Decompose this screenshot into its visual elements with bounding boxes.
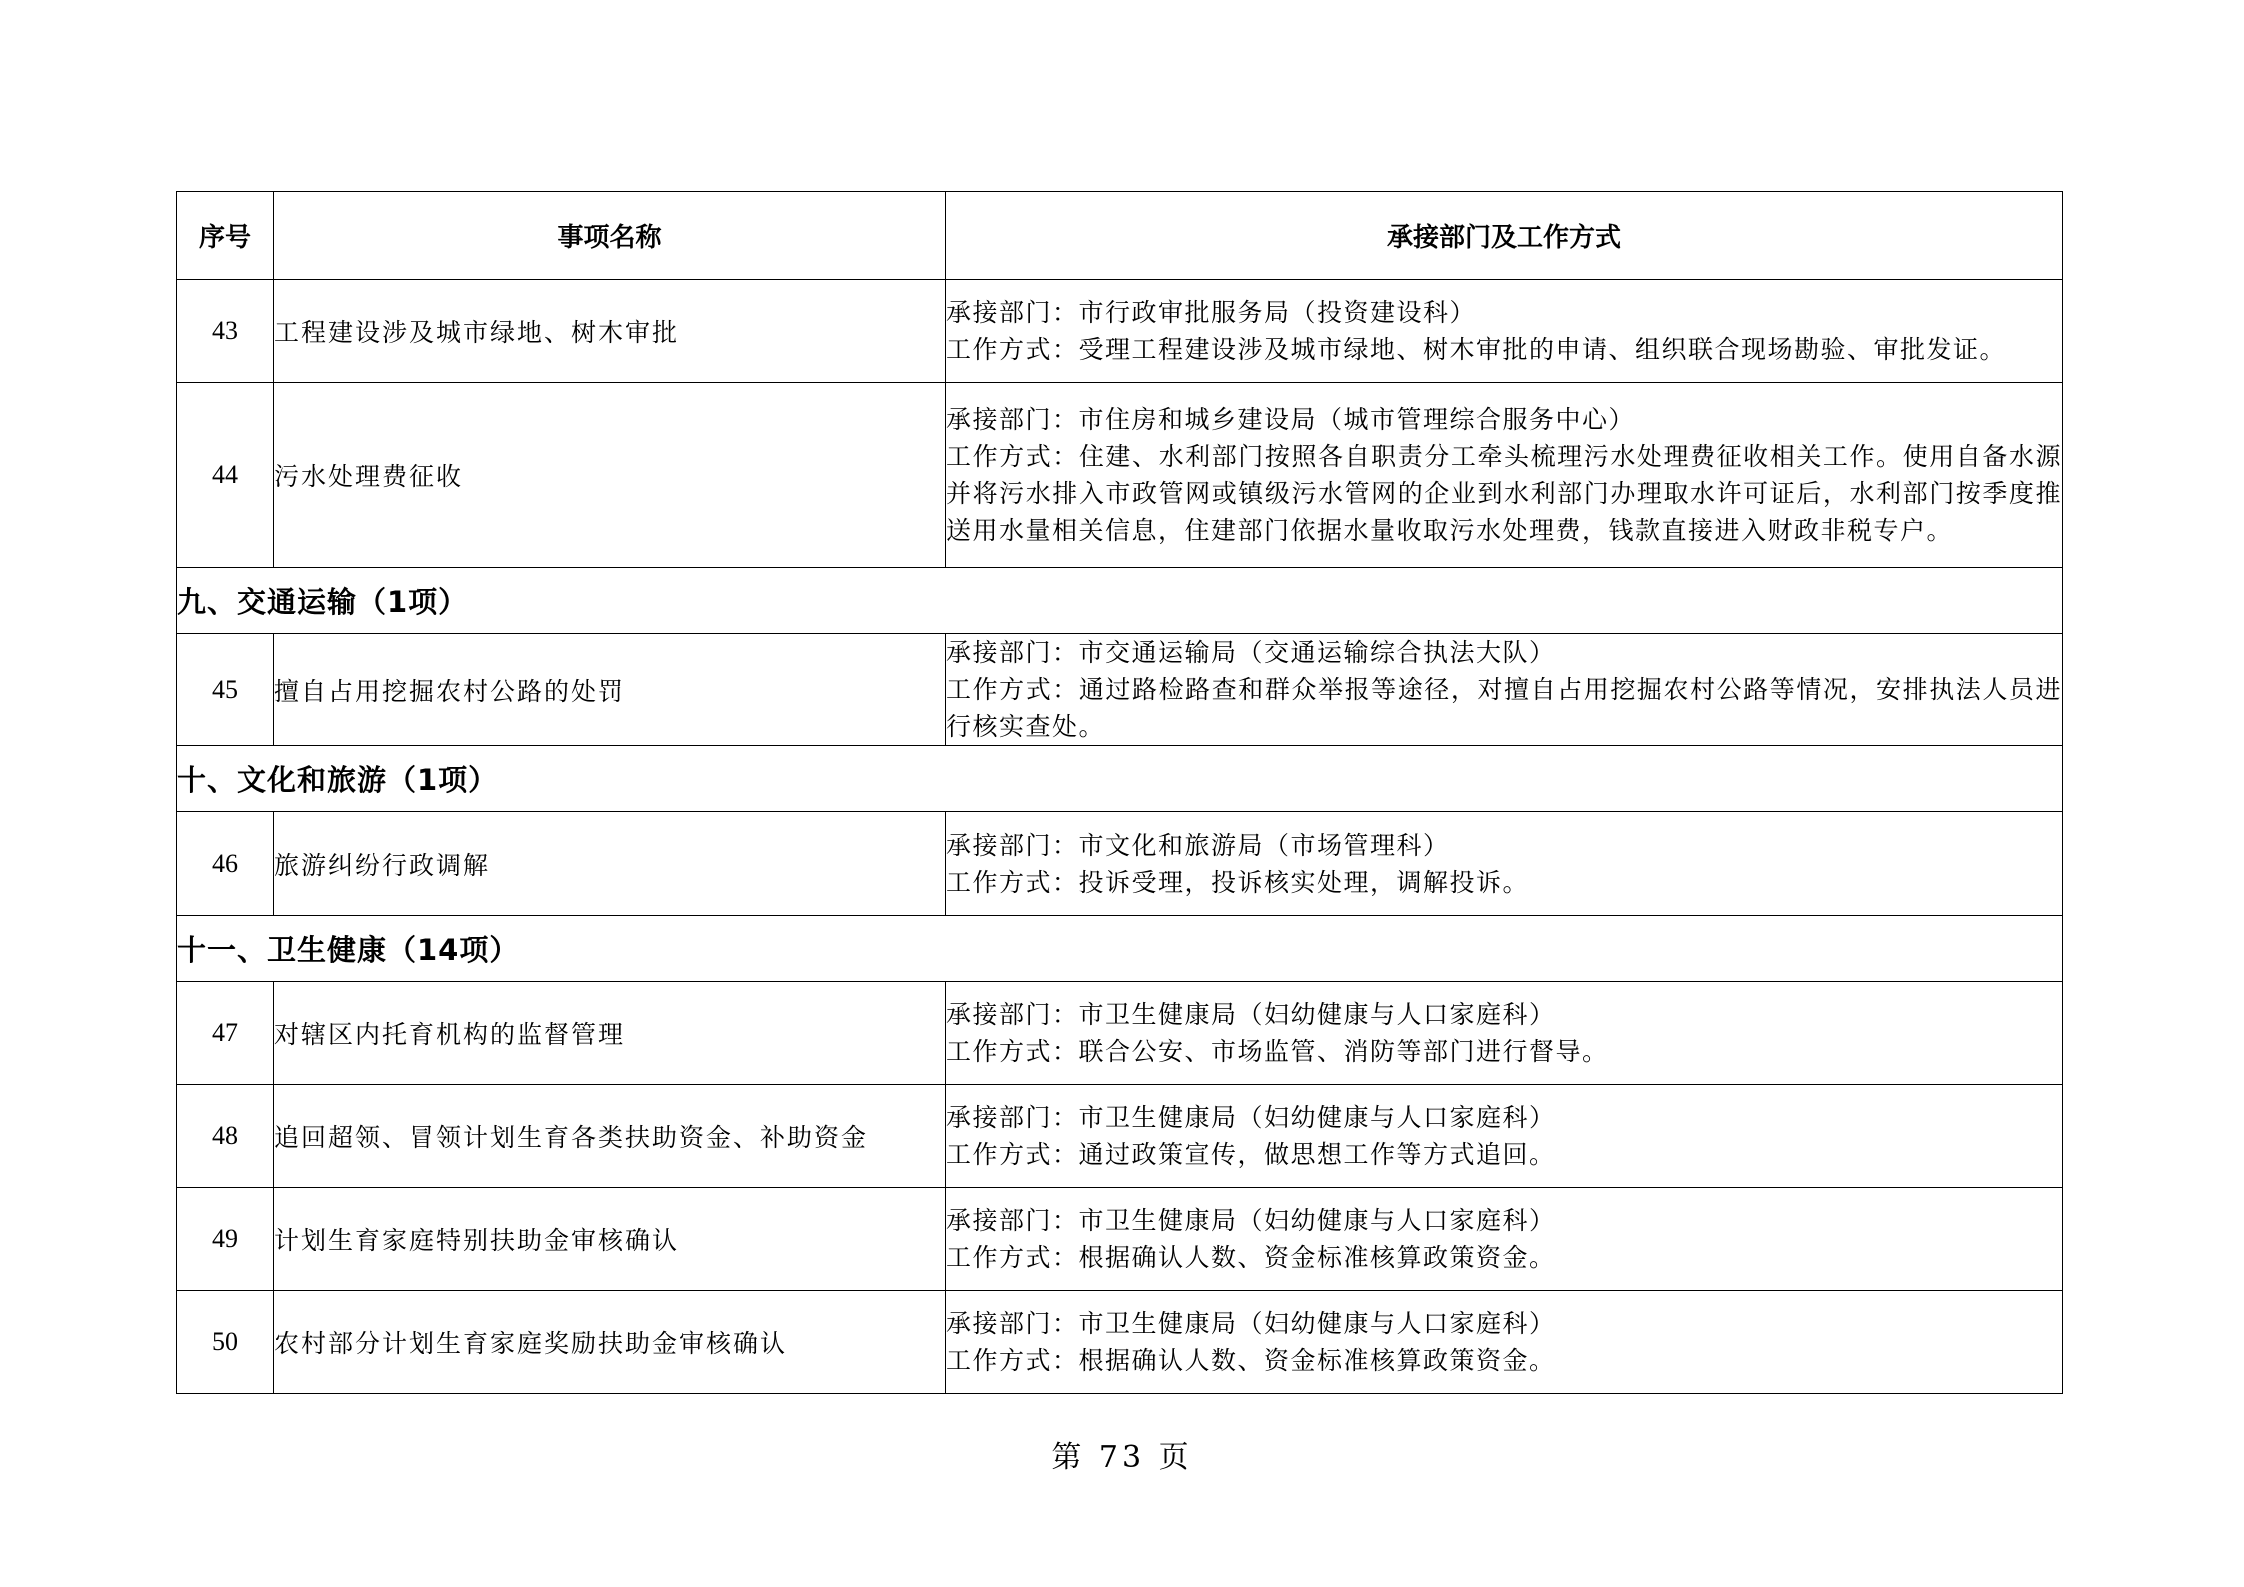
row-item-name: 追回超领、冒领计划生育各类扶助资金、补助资金	[274, 1085, 946, 1188]
row-work-method: 工作方式：通过政策宣传，做思想工作等方式追回。	[946, 1140, 1556, 1169]
table-row	[177, 812, 2063, 916]
row-work-method: 工作方式：根据确认人数、资金标准核算政策资金。	[946, 1243, 1556, 1272]
section-row	[177, 916, 2063, 982]
table-row	[177, 1085, 2063, 1188]
row-department: 承接部门：市卫生健康局（妇幼健康与人口家庭科）	[946, 1000, 1556, 1029]
row-department-cell	[946, 1188, 2063, 1291]
row-department: 承接部门：市卫生健康局（妇幼健康与人口家庭科）	[946, 1309, 1556, 1338]
row-department: 承接部门：市行政审批服务局（投资建设科）	[946, 298, 1477, 327]
row-department-cell	[946, 383, 2063, 568]
section-title-culture-tourism: 十、文化和旅游（1项）	[177, 746, 2063, 812]
row-work-method: 工作方式：联合公安、市场监管、消防等部门进行督导。	[946, 1037, 1609, 1066]
row-item-name: 对辖区内托育机构的监督管理	[274, 982, 946, 1085]
row-number: 50	[177, 1291, 274, 1394]
row-department-cell	[946, 280, 2063, 383]
row-item-name: 计划生育家庭特别扶助金审核确认	[274, 1188, 946, 1291]
header-department-method: 承接部门及工作方式	[946, 192, 2063, 280]
header-serial-number: 序号	[177, 192, 274, 280]
row-department-cell	[946, 1085, 2063, 1188]
row-number: 48	[177, 1085, 274, 1188]
row-department: 承接部门：市卫生健康局（妇幼健康与人口家庭科）	[946, 1206, 1556, 1235]
table-header-row	[177, 192, 2063, 280]
row-number: 46	[177, 812, 274, 916]
section-title-transport: 九、交通运输（1项）	[177, 568, 2063, 634]
section-row	[177, 746, 2063, 812]
row-number: 49	[177, 1188, 274, 1291]
table-row	[177, 1291, 2063, 1394]
row-work-method: 工作方式：投诉受理，投诉核实处理，调解投诉。	[946, 867, 1530, 897]
row-department-cell	[946, 634, 2063, 746]
row-item-name: 农村部分计划生育家庭奖励扶助金审核确认	[274, 1291, 946, 1394]
row-number: 45	[177, 634, 274, 746]
row-department: 承接部门：市卫生健康局（妇幼健康与人口家庭科）	[946, 1103, 1556, 1132]
row-work-method: 工作方式：根据确认人数、资金标准核算政策资金。	[946, 1346, 1556, 1375]
row-department-cell	[946, 812, 2063, 916]
row-item-name: 擅自占用挖掘农村公路的处罚	[274, 634, 946, 746]
table-row	[177, 1188, 2063, 1291]
header-item-name: 事项名称	[274, 192, 946, 280]
table-row	[177, 634, 2063, 746]
row-department-cell	[946, 982, 2063, 1085]
row-item-name: 污水处理费征收	[274, 383, 946, 568]
section-title-health: 十一、卫生健康（14项）	[177, 916, 2063, 982]
table-row	[177, 383, 2063, 568]
row-number: 47	[177, 982, 274, 1085]
section-row	[177, 568, 2063, 634]
row-work-method: 工作方式：受理工程建设涉及城市绿地、树木审批的申请、组织联合现场勘验、审批发证。	[946, 335, 2007, 364]
row-item-name: 旅游纠纷行政调解	[274, 812, 946, 916]
row-work-method: 工作方式：通过路检路查和群众举报等途径，对擅自占用挖掘农村公路等情况，安排执法人员进行核实查处。	[946, 675, 2062, 741]
row-department: 承接部门：市交通运输局（交通运输综合执法大队）	[946, 638, 1556, 667]
row-department-cell	[946, 1291, 2063, 1394]
table-row	[177, 982, 2063, 1085]
row-number: 43	[177, 280, 274, 383]
items-table	[176, 191, 2063, 1394]
row-department: 承接部门：市文化和旅游局（市场管理科）	[946, 830, 1450, 860]
table-row	[177, 280, 2063, 383]
row-department: 承接部门：市住房和城乡建设局（城市管理综合服务中心）	[946, 405, 1636, 434]
row-work-method: 工作方式：住建、水利部门按照各自职责分工牵头梳理污水处理费征收相关工作。使用自备水源并将污水排入市政管网或镇级污水管网的企业到水利部门办理取水许可证后，水利部门按季度推送用水量相关信息，住建部门依据水量收取污水处理费，钱款直接进入财政非税专户。	[946, 442, 2062, 545]
page-number: 第 73 页	[1051, 1440, 1193, 1475]
row-item-name: 工程建设涉及城市绿地、树木审批	[274, 280, 946, 383]
row-number: 44	[177, 383, 274, 568]
